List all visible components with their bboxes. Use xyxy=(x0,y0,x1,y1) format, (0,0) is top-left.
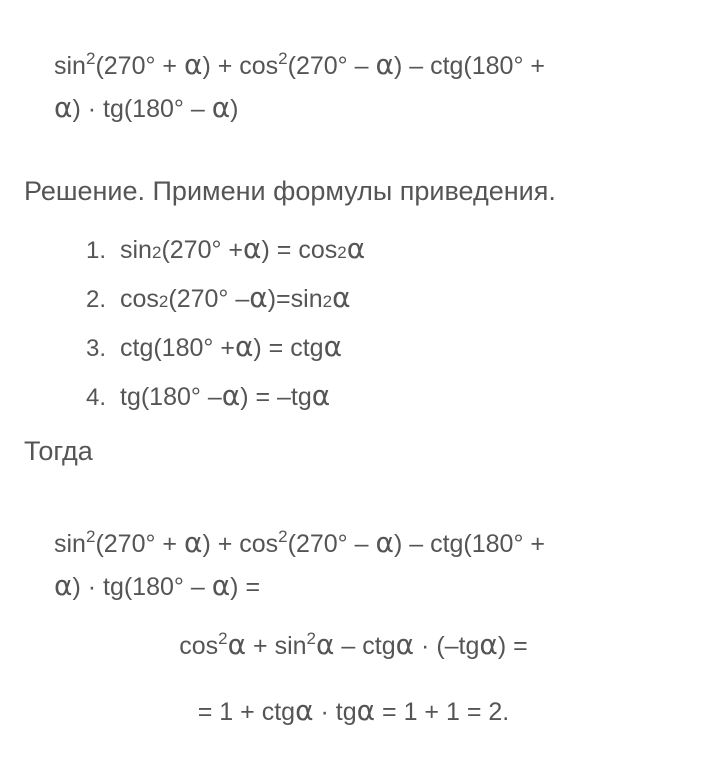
text: = 1 + 1 = 2. xyxy=(375,698,510,726)
text: = 1 + ctg xyxy=(197,698,296,726)
result-line-3 xyxy=(0,628,707,661)
exponent: 2 xyxy=(306,629,317,648)
text: · (–tg xyxy=(414,632,480,660)
problem-line-2 xyxy=(54,87,545,130)
exponent: 2 xyxy=(278,49,288,68)
alpha-symbol: α xyxy=(311,379,331,412)
step-number: 2. xyxy=(86,286,107,313)
text: (270° – xyxy=(287,530,376,558)
text: ) · tg(180° – xyxy=(72,573,212,601)
text: (270° + xyxy=(95,530,184,558)
alpha-symbol: α xyxy=(243,232,262,265)
text: (270° – xyxy=(287,52,376,80)
text: ) · tg(180° – xyxy=(72,95,212,123)
text: tg(180° – xyxy=(120,383,222,411)
text: (270° – xyxy=(168,285,250,313)
text: ) = –tg xyxy=(240,383,312,411)
text: ) + cos xyxy=(202,530,279,558)
text: ) – ctg(180° + xyxy=(393,530,546,558)
alpha-symbol: α xyxy=(346,232,366,265)
alpha-symbol: α xyxy=(316,628,335,661)
text: ctg(180° + xyxy=(120,334,235,362)
step-number: 3. xyxy=(86,335,107,362)
list-item: 1. sin 2 (270° + α ) = cos 2 α xyxy=(86,232,366,265)
text: ) = ctg xyxy=(253,334,324,362)
solution-heading: Решение. Примени формулы приведения. xyxy=(24,176,556,206)
text: ) + cos xyxy=(202,52,279,80)
text: ) = xyxy=(497,632,528,660)
alpha-symbol: α xyxy=(323,330,343,363)
text: sin xyxy=(54,530,86,558)
step-number: 1. xyxy=(86,237,107,264)
then-label: Тогда xyxy=(24,436,93,466)
text: ) = xyxy=(230,573,261,601)
exponent: 2 xyxy=(85,49,96,68)
text: · tg xyxy=(313,698,357,726)
alpha-symbol: α xyxy=(54,91,73,124)
text: – ctg xyxy=(334,632,396,660)
alpha-symbol: α xyxy=(479,628,498,661)
result-line-2 xyxy=(54,565,545,608)
alpha-symbol: α xyxy=(395,628,415,661)
text: cos xyxy=(179,632,219,660)
result-line-1 xyxy=(54,522,545,565)
alpha-symbol: α xyxy=(54,569,73,602)
reduction-steps-list xyxy=(86,232,365,428)
alpha-symbol: α xyxy=(249,281,268,314)
alpha-symbol: α xyxy=(332,281,351,314)
alpha-symbol: α xyxy=(211,569,231,602)
text: ) = cos xyxy=(261,236,338,264)
exponent: 2 xyxy=(218,629,228,648)
alpha-symbol: α xyxy=(356,694,376,727)
alpha-symbol: α xyxy=(211,91,231,124)
alpha-symbol: α xyxy=(227,628,247,661)
result-line-4 xyxy=(0,694,707,727)
alpha-symbol: α xyxy=(375,48,394,81)
text: sin xyxy=(54,52,86,80)
result-expression xyxy=(54,522,545,608)
text: ) xyxy=(230,95,239,123)
text: )=sin xyxy=(267,285,323,313)
list-item xyxy=(86,330,365,379)
alpha-symbol: α xyxy=(183,526,203,559)
alpha-symbol: α xyxy=(234,330,254,363)
problem-line-1 xyxy=(54,44,545,87)
text: ) – ctg(180° + xyxy=(393,52,546,80)
text: + sin xyxy=(246,632,307,660)
text: (270° + xyxy=(95,52,184,80)
problem-expression xyxy=(54,44,545,130)
list-item xyxy=(86,379,365,428)
list-item: 2. cos 2 (270° – α )=sin 2 α xyxy=(86,281,351,314)
text: cos xyxy=(120,285,159,313)
alpha-symbol: α xyxy=(183,48,203,81)
step-number: 4. xyxy=(86,384,107,411)
text: sin xyxy=(120,236,152,264)
exponent: 2 xyxy=(85,527,96,546)
alpha-symbol: α xyxy=(375,526,394,559)
text: (270° + xyxy=(161,236,244,264)
alpha-symbol: α xyxy=(295,694,314,727)
exponent: 2 xyxy=(278,527,288,546)
alpha-symbol: α xyxy=(221,379,241,412)
